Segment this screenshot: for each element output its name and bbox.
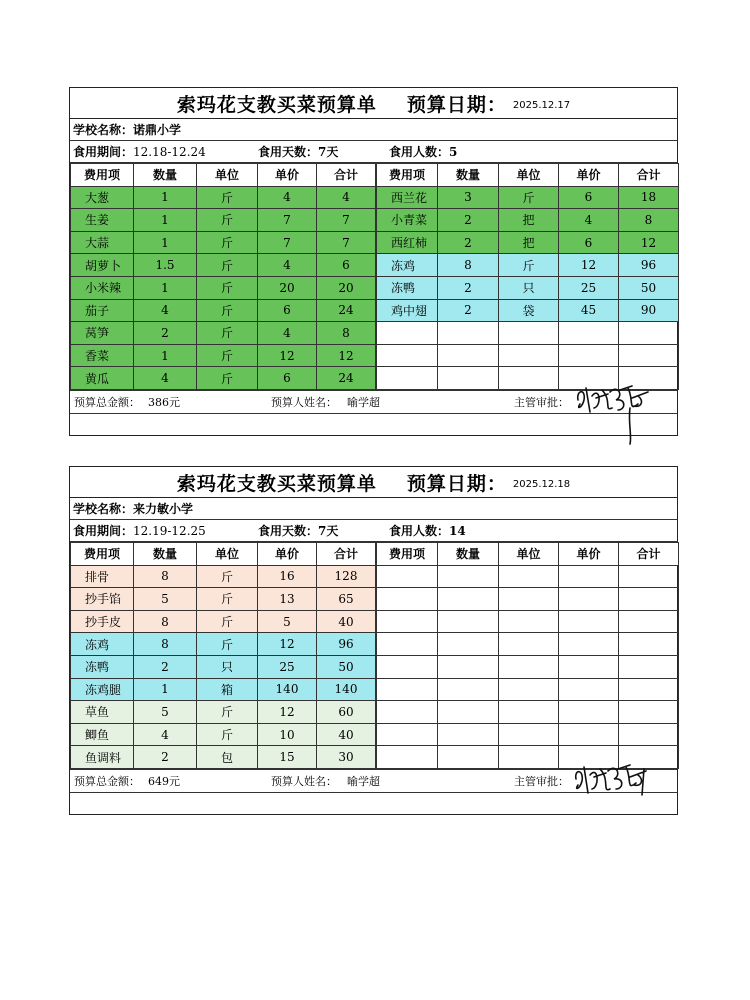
table-cell: 鲫鱼 <box>71 723 134 746</box>
column-header: 合计 <box>619 543 679 566</box>
table-cell: 7 <box>317 209 376 232</box>
table-row <box>71 588 376 611</box>
table-cell: 4 <box>258 186 317 209</box>
total-label: 预算总金额： <box>74 774 140 788</box>
budget-date: 2025.12.17 <box>512 99 571 111</box>
budget-date: 2025.12.18 <box>512 478 571 490</box>
table-cell <box>438 565 499 588</box>
table-cell: 12 <box>317 344 376 367</box>
people-label: 食用人数： <box>389 524 450 538</box>
table-cell: 抄手馅 <box>71 588 134 611</box>
table-cell: 128 <box>317 565 376 588</box>
table-row <box>377 655 679 678</box>
table-cell <box>559 344 619 367</box>
table-cell <box>438 610 499 633</box>
school-label: 学校名称： <box>73 123 134 137</box>
table-cell: 5 <box>134 588 197 611</box>
table-cell: 16 <box>258 565 317 588</box>
table-cell: 3 <box>438 186 499 209</box>
table-row <box>71 678 376 701</box>
table-cell <box>499 565 559 588</box>
table-cell: 斤 <box>197 610 258 633</box>
table-cell <box>499 322 559 345</box>
table-row <box>71 276 376 299</box>
table-cell <box>559 565 619 588</box>
table-cell: 2 <box>134 655 197 678</box>
column-header: 合计 <box>317 164 376 187</box>
table-cell: 24 <box>317 367 376 390</box>
table-cell: 8 <box>438 254 499 277</box>
table-cell: 2 <box>438 231 499 254</box>
item-tables <box>70 163 677 390</box>
total-amount: 386元 <box>148 395 180 409</box>
table-row <box>377 633 679 656</box>
days-label: 食用天数： <box>258 524 319 538</box>
table-cell <box>559 655 619 678</box>
table-cell: 冻鸭 <box>377 276 438 299</box>
table-row <box>377 588 679 611</box>
table-cell: 只 <box>197 655 258 678</box>
table-cell: 6 <box>559 231 619 254</box>
table-cell: 12 <box>258 701 317 724</box>
table-row <box>71 701 376 724</box>
table-cell <box>377 633 438 656</box>
table-cell: 24 <box>317 299 376 322</box>
table-row <box>71 367 376 390</box>
table-cell <box>499 367 559 390</box>
table-row <box>377 276 679 299</box>
form-title-row <box>70 88 677 119</box>
table-cell <box>559 588 619 611</box>
table-cell: 小青菜 <box>377 209 438 232</box>
table-cell: 96 <box>317 633 376 656</box>
table-cell: 香菜 <box>71 344 134 367</box>
table-cell: 斤 <box>499 186 559 209</box>
table-cell: 斤 <box>197 299 258 322</box>
table-cell: 12 <box>619 231 679 254</box>
date-label: 预算日期： <box>406 472 507 495</box>
table-cell <box>499 633 559 656</box>
right-item-table <box>376 163 679 390</box>
table-cell: 只 <box>499 276 559 299</box>
period-row <box>70 520 677 542</box>
table-cell <box>377 723 438 746</box>
table-cell: 斤 <box>197 209 258 232</box>
column-header: 费用项 <box>377 543 438 566</box>
table-cell: 1 <box>134 276 197 299</box>
table-cell <box>377 344 438 367</box>
table-cell: 18 <box>619 186 679 209</box>
table-cell <box>377 678 438 701</box>
table-cell: 25 <box>559 276 619 299</box>
left-item-table <box>70 542 376 769</box>
table-cell: 斤 <box>197 322 258 345</box>
table-cell: 斤 <box>197 633 258 656</box>
table-cell <box>438 701 499 724</box>
column-header: 单价 <box>258 164 317 187</box>
table-cell <box>377 701 438 724</box>
table-cell <box>499 588 559 611</box>
column-header: 单价 <box>559 164 619 187</box>
column-header: 单位 <box>499 164 559 187</box>
table-cell <box>377 746 438 769</box>
table-cell: 12 <box>559 254 619 277</box>
table-cell: 鸡中翅 <box>377 299 438 322</box>
people-value: 5 <box>449 144 458 159</box>
table-cell: 茄子 <box>71 299 134 322</box>
form-title: 索玛花支教买菜预算单 <box>176 93 377 116</box>
table-cell: 6 <box>559 186 619 209</box>
table-cell: 7 <box>317 231 376 254</box>
column-header: 单价 <box>559 543 619 566</box>
total-label: 预算总金额： <box>74 395 140 409</box>
table-cell <box>559 723 619 746</box>
table-row <box>377 186 679 209</box>
table-cell: 2 <box>438 209 499 232</box>
table-cell <box>499 701 559 724</box>
column-header: 数量 <box>134 543 197 566</box>
table-row <box>71 344 376 367</box>
item-tables <box>70 542 677 769</box>
header-row <box>71 164 376 187</box>
table-cell: 12 <box>258 344 317 367</box>
table-cell: 斤 <box>197 565 258 588</box>
table-cell: 65 <box>317 588 376 611</box>
column-header: 费用项 <box>71 164 134 187</box>
table-cell: 7 <box>258 231 317 254</box>
table-cell: 4 <box>258 322 317 345</box>
table-row <box>71 231 376 254</box>
table-cell: 袋 <box>499 299 559 322</box>
column-header: 费用项 <box>71 543 134 566</box>
period-value: 12.18-12.24 <box>133 144 206 159</box>
table-row <box>71 322 376 345</box>
table-cell: 5 <box>134 701 197 724</box>
table-cell: 莴笋 <box>71 322 134 345</box>
table-cell: 40 <box>317 723 376 746</box>
table-cell: 7 <box>258 209 317 232</box>
table-row <box>71 299 376 322</box>
column-header: 数量 <box>438 543 499 566</box>
table-cell <box>438 655 499 678</box>
table-cell <box>619 678 679 701</box>
table-cell <box>559 701 619 724</box>
table-cell: 冻鸡 <box>377 254 438 277</box>
table-cell: 小米辣 <box>71 276 134 299</box>
table-cell: 箱 <box>197 678 258 701</box>
table-cell <box>377 588 438 611</box>
table-cell: 20 <box>258 276 317 299</box>
table-row <box>377 299 679 322</box>
table-cell: 45 <box>559 299 619 322</box>
days-value: 7天 <box>318 524 339 538</box>
school-name: 诺鼎小学 <box>133 123 182 137</box>
period-value: 12.19-12.25 <box>133 523 206 538</box>
table-cell: 1 <box>134 209 197 232</box>
table-row <box>71 633 376 656</box>
table-row <box>71 254 376 277</box>
table-cell: 8 <box>134 565 197 588</box>
table-cell: 斤 <box>197 344 258 367</box>
table-cell <box>438 678 499 701</box>
preparer-label: 预算人姓名： <box>271 395 337 409</box>
table-cell: 大蒜 <box>71 231 134 254</box>
table-cell <box>619 344 679 367</box>
table-cell <box>559 322 619 345</box>
right-item-table <box>376 542 679 769</box>
table-cell: 斤 <box>197 254 258 277</box>
table-cell: 6 <box>258 367 317 390</box>
table-cell <box>499 655 559 678</box>
table-cell: 冻鸡腿 <box>71 678 134 701</box>
table-row <box>377 678 679 701</box>
table-cell <box>499 344 559 367</box>
table-cell: 4 <box>134 367 197 390</box>
table-cell: 15 <box>258 746 317 769</box>
form-title: 索玛花支教买菜预算单 <box>176 472 377 495</box>
school-row <box>70 498 677 520</box>
table-cell <box>377 322 438 345</box>
table-cell: 斤 <box>197 186 258 209</box>
table-cell <box>499 610 559 633</box>
table-cell: 8 <box>317 322 376 345</box>
table-cell <box>559 610 619 633</box>
table-cell: 斤 <box>197 276 258 299</box>
table-cell: 抄手皮 <box>71 610 134 633</box>
table-cell <box>438 322 499 345</box>
days-label: 食用天数： <box>258 145 319 159</box>
header-row <box>377 543 679 566</box>
table-cell <box>377 610 438 633</box>
table-row <box>71 209 376 232</box>
table-row <box>377 610 679 633</box>
period-label: 食用期间： <box>73 145 134 159</box>
table-cell <box>559 633 619 656</box>
table-cell: 生姜 <box>71 209 134 232</box>
table-row <box>71 610 376 633</box>
column-header: 单位 <box>197 164 258 187</box>
table-row <box>377 209 679 232</box>
table-row <box>377 254 679 277</box>
table-cell: 12 <box>258 633 317 656</box>
table-cell: 西红柿 <box>377 231 438 254</box>
table-cell: 4 <box>317 186 376 209</box>
table-cell: 60 <box>317 701 376 724</box>
table-cell: 斤 <box>197 723 258 746</box>
column-header: 单位 <box>197 543 258 566</box>
table-cell: 20 <box>317 276 376 299</box>
table-cell <box>438 746 499 769</box>
table-cell: 西兰花 <box>377 186 438 209</box>
table-cell: 1 <box>134 231 197 254</box>
table-cell <box>377 367 438 390</box>
table-cell: 1 <box>134 678 197 701</box>
table-cell <box>559 678 619 701</box>
table-cell: 把 <box>499 209 559 232</box>
table-cell: 斤 <box>197 231 258 254</box>
table-cell: 1 <box>134 344 197 367</box>
table-cell: 包 <box>197 746 258 769</box>
table-cell <box>619 565 679 588</box>
header-row <box>71 543 376 566</box>
table-cell: 6 <box>258 299 317 322</box>
table-cell: 5 <box>258 610 317 633</box>
table-row <box>71 655 376 678</box>
table-cell: 140 <box>317 678 376 701</box>
table-cell: 4 <box>258 254 317 277</box>
table-cell: 8 <box>134 633 197 656</box>
approver-label: 主管审批： <box>514 395 569 409</box>
table-cell: 30 <box>317 746 376 769</box>
table-cell: 2 <box>134 322 197 345</box>
table-cell: 2 <box>134 746 197 769</box>
table-cell <box>377 565 438 588</box>
table-row <box>71 565 376 588</box>
table-cell: 40 <box>317 610 376 633</box>
table-cell: 8 <box>619 209 679 232</box>
school-name: 来力敏小学 <box>133 502 194 516</box>
school-row <box>70 119 677 141</box>
table-cell <box>619 701 679 724</box>
table-cell: 斤 <box>499 254 559 277</box>
table-cell: 8 <box>134 610 197 633</box>
table-cell: 大葱 <box>71 186 134 209</box>
preparer-name: 喻学超 <box>347 395 380 409</box>
table-cell <box>619 723 679 746</box>
budget-form-1 <box>69 87 678 436</box>
table-cell <box>499 746 559 769</box>
table-cell: 50 <box>317 655 376 678</box>
table-cell <box>499 723 559 746</box>
handwritten-signature <box>572 759 662 809</box>
school-label: 学校名称： <box>73 502 134 516</box>
total-amount: 649元 <box>148 774 180 788</box>
table-cell: 13 <box>258 588 317 611</box>
table-cell: 1.5 <box>134 254 197 277</box>
table-cell: 鱼调料 <box>71 746 134 769</box>
preparer-name: 喻学超 <box>347 774 380 788</box>
preparer-label: 预算人姓名： <box>271 774 337 788</box>
table-cell <box>438 588 499 611</box>
table-cell: 斤 <box>197 588 258 611</box>
period-row <box>70 141 677 163</box>
column-header: 数量 <box>134 164 197 187</box>
table-cell: 2 <box>438 276 499 299</box>
days-value: 7天 <box>318 145 339 159</box>
table-cell: 斤 <box>197 367 258 390</box>
table-cell: 10 <box>258 723 317 746</box>
table-cell <box>438 344 499 367</box>
table-cell: 50 <box>619 276 679 299</box>
column-header: 单位 <box>499 543 559 566</box>
table-cell <box>619 610 679 633</box>
table-cell: 2 <box>438 299 499 322</box>
budget-form-2 <box>69 466 678 815</box>
table-cell: 冻鸡 <box>71 633 134 656</box>
table-cell: 96 <box>619 254 679 277</box>
table-cell <box>619 322 679 345</box>
table-cell <box>438 723 499 746</box>
table-cell <box>499 678 559 701</box>
table-cell <box>438 633 499 656</box>
table-row <box>377 565 679 588</box>
form-title-row <box>70 467 677 498</box>
table-cell <box>619 655 679 678</box>
table-cell: 25 <box>258 655 317 678</box>
table-cell: 黄瓜 <box>71 367 134 390</box>
table-cell: 4 <box>559 209 619 232</box>
people-label: 食用人数： <box>389 145 450 159</box>
table-cell: 把 <box>499 231 559 254</box>
table-row <box>377 723 679 746</box>
column-header: 合计 <box>317 543 376 566</box>
table-cell: 冻鸭 <box>71 655 134 678</box>
column-header: 数量 <box>438 164 499 187</box>
table-cell: 6 <box>317 254 376 277</box>
table-cell: 排骨 <box>71 565 134 588</box>
column-header: 合计 <box>619 164 679 187</box>
header-row <box>377 164 679 187</box>
column-header: 费用项 <box>377 164 438 187</box>
table-row <box>71 723 376 746</box>
table-cell: 斤 <box>197 701 258 724</box>
left-item-table <box>70 163 376 390</box>
table-row <box>377 701 679 724</box>
table-row <box>377 322 679 345</box>
table-row <box>377 231 679 254</box>
column-header: 单价 <box>258 543 317 566</box>
period-label: 食用期间： <box>73 524 134 538</box>
approver-label: 主管审批： <box>514 774 569 788</box>
table-cell <box>619 588 679 611</box>
table-cell: 4 <box>134 723 197 746</box>
date-label: 预算日期： <box>406 93 507 116</box>
table-cell: 140 <box>258 678 317 701</box>
table-cell <box>438 367 499 390</box>
table-cell: 草鱼 <box>71 701 134 724</box>
table-cell: 1 <box>134 186 197 209</box>
table-row <box>71 746 376 769</box>
table-cell <box>377 655 438 678</box>
table-cell: 90 <box>619 299 679 322</box>
table-row <box>377 344 679 367</box>
people-value: 14 <box>449 523 466 538</box>
table-cell: 4 <box>134 299 197 322</box>
table-row <box>71 186 376 209</box>
table-cell: 胡萝卜 <box>71 254 134 277</box>
table-cell <box>619 633 679 656</box>
handwritten-signature <box>572 378 662 448</box>
